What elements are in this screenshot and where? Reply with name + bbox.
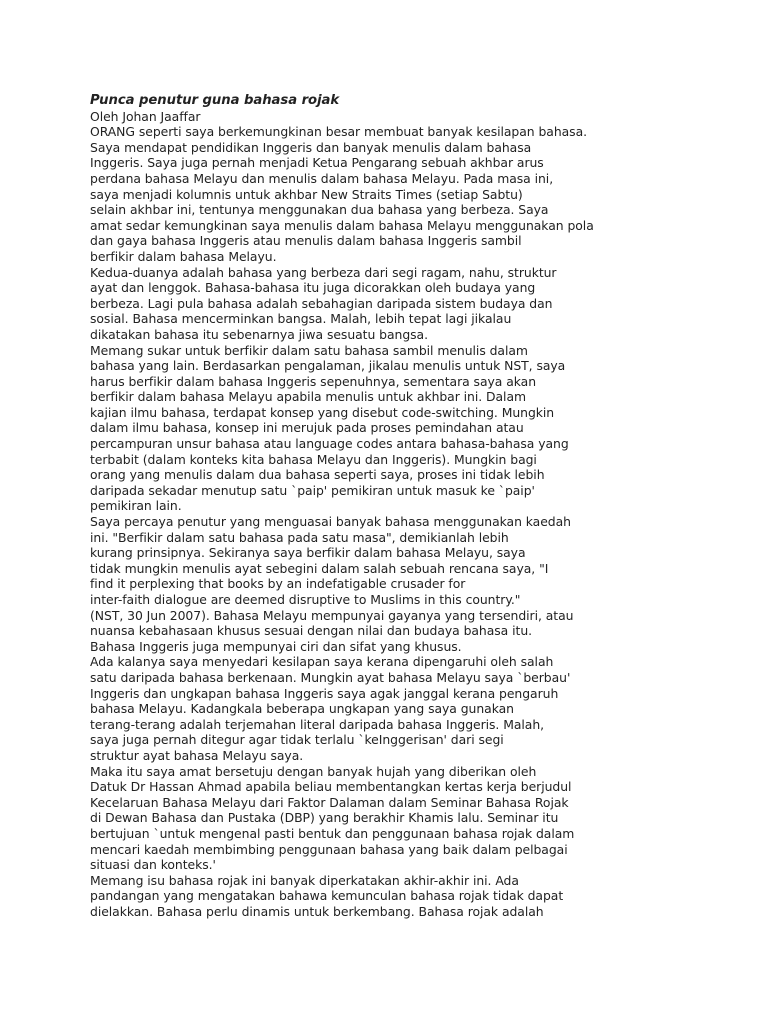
body-line: bahasa yang lain. Berdasarkan pengalaman, jikalau menulis untuk NST, saya xyxy=(90,358,566,374)
article-body xyxy=(90,124,730,919)
body-line: terang-terang adalah terjemahan literal daripada bahasa Inggeris. Malah, xyxy=(90,716,545,732)
body-line: selain akhbar ini, tentunya menggunakan dua bahasa yang berbeza. Saya xyxy=(90,202,549,218)
body-line: mencari kaedah membimbing penggunaan bahasa yang baik dalam pelbagai xyxy=(90,841,568,857)
body-line: daripada sekadar menutup satu `paip' pemikiran untuk masuk ke `paip' xyxy=(90,482,535,498)
body-line: Inggeris. Saya juga pernah menjadi Ketua Pengarang sebuah akhbar arus xyxy=(90,155,544,171)
body-line: perdana bahasa Melayu dan menulis dalam bahasa Melayu. Pada masa ini, xyxy=(90,170,554,186)
body-line: ini. "Berfikir dalam satu bahasa pada satu masa", demikianlah lebih xyxy=(90,529,509,545)
body-line: dikatakan bahasa itu sebenarnya jiwa sesuatu bangsa. xyxy=(90,326,428,342)
body-line: di Dewan Bahasa dan Pustaka (DBP) yang berakhir Khamis lalu. Seminar itu xyxy=(90,810,559,826)
body-line: ayat dan lenggok. Bahasa-bahasa itu juga dicorakkan oleh budaya yang xyxy=(90,280,536,296)
body-line: Saya percaya penutur yang menguasai banyak bahasa menggunakan kaedah xyxy=(90,514,571,530)
body-line: Saya mendapat pendidikan Inggeris dan banyak menulis dalam bahasa xyxy=(90,139,532,155)
body-line: situasi dan konteks.' xyxy=(90,857,216,873)
body-line: orang yang menulis dalam dua bahasa seperti saya, proses ini tidak lebih xyxy=(90,467,545,483)
body-line: pandangan yang mengatakan bahawa kemunculan bahasa rojak tidak dapat xyxy=(90,888,564,904)
body-line: dielakkan. Bahasa perlu dinamis untuk berkembang. Bahasa rojak adalah xyxy=(90,903,544,919)
body-line: berfikir dalam bahasa Melayu apabila menulis untuk akhbar ini. Dalam xyxy=(90,389,527,405)
body-line: struktur ayat bahasa Melayu saya. xyxy=(90,747,304,763)
body-line: saya menjadi kolumnis untuk akhbar New Straits Times (setiap Sabtu) xyxy=(90,186,523,202)
article xyxy=(90,93,730,919)
body-line: inter-faith dialogue are deemed disruptive to Muslims in this country." xyxy=(90,592,521,607)
body-line: find it perplexing that books by an indefatigable crusader for xyxy=(90,576,466,592)
body-line: kurang prinsipnya. Sekiranya saya berfikir dalam bahasa Melayu, saya xyxy=(90,545,526,561)
body-line: bertujuan `untuk mengenal pasti bentuk dan penggunaan bahasa rojak dalam xyxy=(90,825,575,841)
body-line: amat sedar kemungkinan saya menulis dalam bahasa Melayu menggunakan pola xyxy=(90,217,594,233)
body-line: berfikir dalam bahasa Melayu. xyxy=(90,248,277,264)
body-line: saya juga pernah ditegur agar tidak terlalu `keInggerisan' dari segi xyxy=(90,732,504,748)
body-line: Ada kalanya saya menyedari kesilapan saya kerana dipengaruhi oleh salah xyxy=(90,654,554,670)
body-line: Datuk Dr Hassan Ahmad apabila beliau membentangkan kertas kerja berjudul xyxy=(90,779,572,795)
body-line: Maka itu saya amat bersetuju dengan banyak hujah yang diberikan oleh xyxy=(90,763,537,779)
body-line: berbeza. Lagi pula bahasa adalah sebahagian daripada sistem budaya dan xyxy=(90,295,553,311)
body-line: Kecelaruan Bahasa Melayu dari Faktor Dalaman dalam Seminar Bahasa Rojak xyxy=(90,794,569,810)
body-line: kajian ilmu bahasa, terdapat konsep yang disebut code-switching. Mungkin xyxy=(90,404,555,420)
body-line: Inggeris dan ungkapan bahasa Inggeris saya agak janggal kerana pengaruh xyxy=(90,685,559,701)
article-title: Punca penutur guna bahasa rojak xyxy=(90,93,340,108)
body-line: ORANG seperti saya berkemungkinan besar membuat banyak kesilapan bahasa. xyxy=(90,124,588,140)
body-line: Kedua-duanya adalah bahasa yang berbeza dari segi ragam, nahu, struktur xyxy=(90,264,557,280)
body-line: tidak mungkin menulis ayat sebegini dalam salah sebuah rencana saya, "I xyxy=(90,560,549,576)
article-byline: Oleh Johan Jaaffar xyxy=(90,108,201,124)
body-line: sosial. Bahasa mencerminkan bangsa. Malah, lebih tepat lagi jikalau xyxy=(90,311,512,327)
body-line: Memang sukar untuk berfikir dalam satu bahasa sambil menulis dalam xyxy=(90,342,528,358)
body-line: (NST, 30 Jun 2007). Bahasa Melayu mempunyai gayanya yang tersendiri, atau xyxy=(90,607,574,623)
body-line: percampuran unsur bahasa atau language codes antara bahasa-bahasa yang xyxy=(90,436,569,452)
body-line: Bahasa Inggeris juga mempunyai ciri dan sifat yang khusus. xyxy=(90,638,462,654)
body-line: Memang isu bahasa rojak ini banyak diperkatakan akhir-akhir ini. Ada xyxy=(90,872,519,888)
body-line: pemikiran lain. xyxy=(90,498,182,514)
body-line: dan gaya bahasa Inggeris atau menulis dalam bahasa Inggeris sambil xyxy=(90,233,522,249)
body-line: bahasa Melayu. Kadangkala beberapa ungkapan yang saya gunakan xyxy=(90,701,514,717)
body-line: nuansa kebahasaan khusus sesuai dengan nilai dan budaya bahasa itu. xyxy=(90,623,533,639)
body-line: terbabit (dalam konteks kita bahasa Melayu dan Inggeris). Mungkin bagi xyxy=(90,451,537,467)
body-line: satu daripada bahasa berkenaan. Mungkin ayat bahasa Melayu saya `berbau' xyxy=(90,669,571,685)
body-line: harus berfikir dalam bahasa Inggeris sepenuhnya, sementara saya akan xyxy=(90,373,537,389)
body-line: dalam ilmu bahasa, konsep ini merujuk pada proses pemindahan atau xyxy=(90,420,524,436)
